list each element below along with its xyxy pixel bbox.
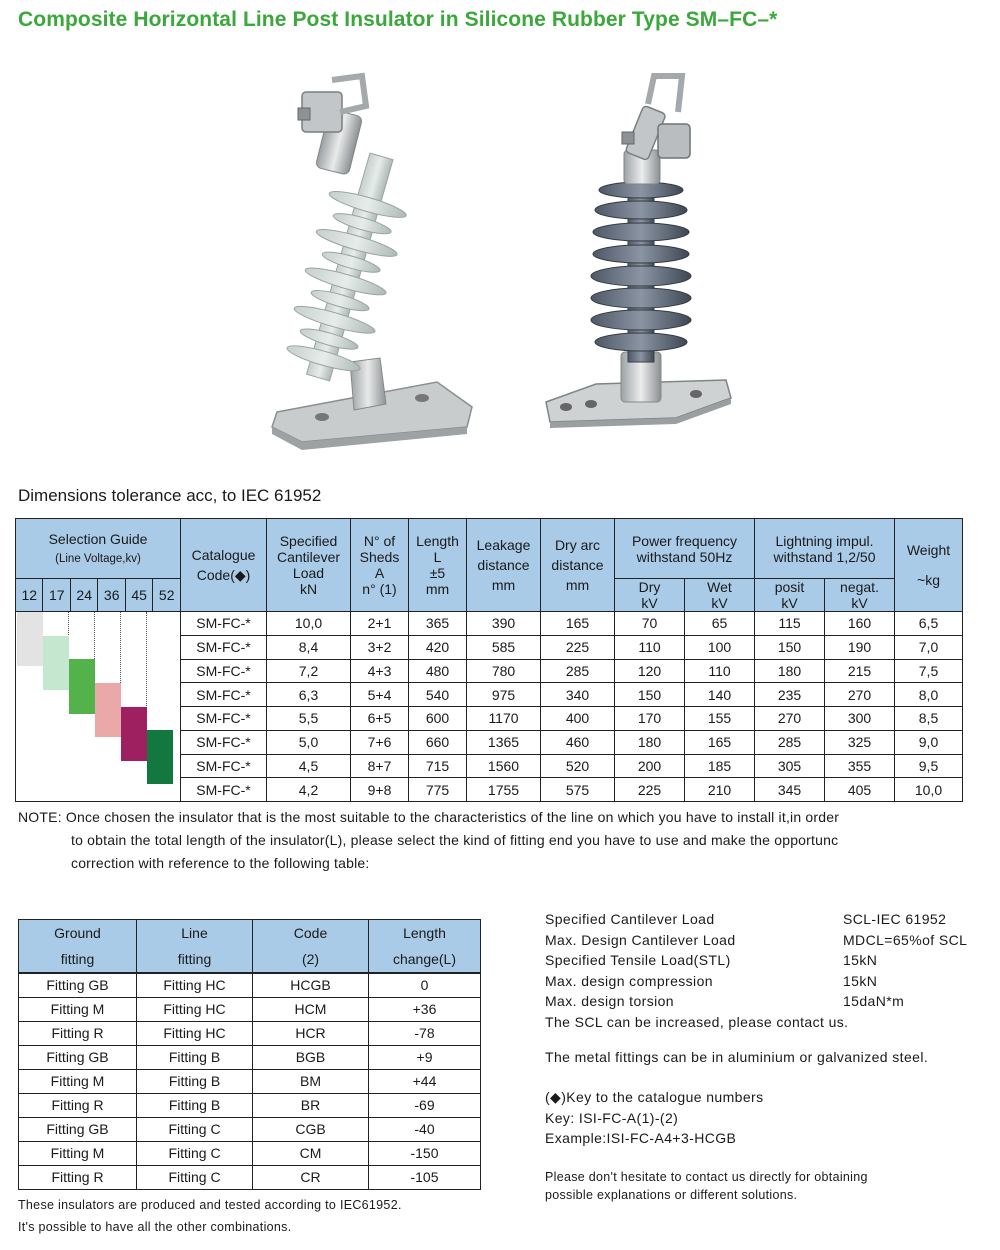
header-line: mm [491, 577, 516, 593]
ground-fitting-header [19, 920, 137, 974]
table-cell: Fitting GB [19, 1045, 137, 1069]
table-cell: 585 [467, 635, 541, 659]
specifications-list [545, 909, 967, 1033]
header-line: N° of [363, 533, 396, 549]
table-cell: 715 [409, 754, 467, 778]
table-cell: 305 [755, 754, 825, 778]
table-cell: 7,2 [267, 659, 351, 683]
table-cell: Fitting B [137, 1093, 253, 1117]
catalogue-code-cell: SM-FC-* [181, 612, 267, 636]
table-cell: 200 [615, 754, 685, 778]
table-cell: 8,4 [267, 635, 351, 659]
header-line: n° (1) [362, 581, 397, 597]
length-change-header [369, 920, 481, 974]
voltage-52: 52 [153, 579, 181, 612]
table-cell: 3+2 [351, 635, 409, 659]
cantilever-load-header [267, 519, 351, 612]
spec-value: 15kN [843, 972, 878, 989]
table-cell: 285 [541, 659, 615, 683]
table-cell: CGB [253, 1117, 369, 1141]
table-row [19, 1021, 481, 1045]
installation-note [18, 806, 839, 875]
table-cell: 345 [755, 778, 825, 802]
table-cell: -105 [369, 1165, 481, 1189]
table-cell: 575 [541, 778, 615, 802]
table-cell: 10,0 [895, 778, 963, 802]
leakage-distance-header [467, 519, 541, 612]
table-cell: 355 [825, 754, 895, 778]
table-cell: 975 [467, 683, 541, 707]
header-line: kV [711, 595, 728, 611]
header-line: mm [425, 581, 450, 597]
table-cell: 285 [755, 730, 825, 754]
catalogue-code-cell: SM-FC-* [181, 754, 267, 778]
header-line: distance [551, 557, 604, 573]
header-line: kN [299, 581, 318, 597]
selection-guide-title: Selection Guide [48, 530, 148, 547]
header-line: change(L) [392, 951, 457, 967]
table-cell: 140 [685, 683, 755, 707]
header-line: Length [403, 925, 446, 941]
catalogue-code-cell: SM-FC-* [181, 707, 267, 731]
table-cell: 420 [409, 635, 467, 659]
table-row [19, 1141, 481, 1165]
page-title: Composite Horizontal Line Post Insulator in Silicone Rubber Type SM–FC–* [18, 8, 778, 31]
table-row [19, 973, 481, 997]
voltage-range-block [147, 730, 173, 784]
table-cell: 1560 [467, 754, 541, 778]
catalogue-code-header [181, 519, 267, 612]
note-line: to obtain the total length of the insulator(L), please select the kind of fitting end you have to use and make the opportunc [71, 832, 839, 848]
spec-value: MDCL=65%of SCL [843, 931, 968, 948]
table-cell: BM [253, 1069, 369, 1093]
table-cell: HCR [253, 1021, 369, 1045]
table-cell: 185 [685, 754, 755, 778]
header-line: Dry [638, 579, 661, 595]
table-cell: 110 [685, 659, 755, 683]
pf-dry-header [615, 579, 685, 612]
table-cell: Fitting GB [19, 973, 137, 997]
header-line: kV [781, 595, 798, 611]
table-cell: 180 [615, 730, 685, 754]
header-line: ±5 [429, 565, 446, 581]
table-cell: Fitting M [19, 1141, 137, 1165]
table-cell: 325 [825, 730, 895, 754]
header-line: Leakage [476, 537, 531, 553]
table-cell: -40 [369, 1117, 481, 1141]
voltage-12: 12 [16, 579, 43, 612]
voltage-24: 24 [70, 579, 97, 612]
header-line: posit [774, 579, 805, 595]
voltage-range-block [69, 659, 95, 713]
table-cell: 0 [369, 973, 481, 997]
table-cell: 115 [755, 612, 825, 636]
table-cell: Fitting R [19, 1021, 137, 1045]
table-cell: BR [253, 1093, 369, 1117]
table-cell: 150 [615, 683, 685, 707]
contact-line: Please don't hesitate to contact us directly for obtaining [545, 1170, 868, 1184]
catalogue-code-cell: SM-FC-* [181, 635, 267, 659]
table-cell: 100 [685, 635, 755, 659]
spec-row [545, 930, 967, 951]
table-cell: 170 [615, 707, 685, 731]
table-cell: 180 [755, 659, 825, 683]
table-cell: 4+3 [351, 659, 409, 683]
header-line: kV [851, 595, 868, 611]
spec-label: Max. design torsion [545, 993, 674, 1010]
table-cell: 390 [467, 612, 541, 636]
table-cell: 155 [685, 707, 755, 731]
spec-label: Max. design compression [545, 972, 713, 989]
table-cell: 110 [615, 635, 685, 659]
table-cell: 7,5 [895, 659, 963, 683]
code-header [253, 920, 369, 974]
table-cell: 600 [409, 707, 467, 731]
catalogue-code-cell: SM-FC-* [181, 778, 267, 802]
table-cell: 215 [825, 659, 895, 683]
table-cell: 120 [615, 659, 685, 683]
table-cell: Fitting C [137, 1117, 253, 1141]
table-cell: 780 [467, 659, 541, 683]
header-line: fitting [60, 951, 95, 967]
spec-row [545, 971, 967, 992]
table-cell: 540 [409, 683, 467, 707]
key-format: Key: ISI-FC-A(1)-(2) [545, 1109, 679, 1126]
header-line: Ground [54, 925, 101, 941]
tolerance-subtitle: Dimensions tolerance acc, to IEC 61952 [18, 486, 322, 505]
catalogue-code-cell: SM-FC-* [181, 659, 267, 683]
table-cell: 210 [685, 778, 755, 802]
header-line: L [433, 549, 442, 565]
table-cell: 6+5 [351, 707, 409, 731]
table-cell: Fitting M [19, 997, 137, 1021]
catalogue-code-cell: SM-FC-* [181, 683, 267, 707]
li-positive-header [755, 579, 825, 612]
table-cell: 150 [755, 635, 825, 659]
header-line: Line [181, 925, 208, 941]
header-line: Lightning impul. [775, 532, 874, 549]
table-cell: Fitting B [137, 1045, 253, 1069]
length-header [409, 519, 467, 612]
table-cell: 225 [541, 635, 615, 659]
table-cell: 270 [825, 683, 895, 707]
table-cell: Fitting HC [137, 1021, 253, 1045]
table-cell: 65 [685, 612, 755, 636]
table-cell: 8+7 [351, 754, 409, 778]
voltage-36: 36 [98, 579, 125, 612]
table-cell: +44 [369, 1069, 481, 1093]
voltage-range-block [121, 707, 147, 761]
spec-label: Specified Cantilever Load [545, 911, 715, 927]
table-cell: 190 [825, 635, 895, 659]
table-cell: 300 [825, 707, 895, 731]
table-cell: 225 [615, 778, 685, 802]
combinations-footnote: It's possible to have all the other combinations. [18, 1220, 292, 1234]
header-line: kV [641, 595, 658, 611]
dark-insulator-image [536, 72, 736, 432]
table-cell: 160 [825, 612, 895, 636]
lightning-impulse-header [755, 519, 895, 579]
power-frequency-header [615, 519, 755, 579]
table-cell: 9,5 [895, 754, 963, 778]
voltage-range-block [43, 636, 69, 690]
table-cell: 270 [755, 707, 825, 731]
key-example: Example:ISI-FC-A4+3-HCGB [545, 1130, 737, 1147]
header-line: A [374, 565, 385, 581]
table-cell: 6,5 [895, 612, 963, 636]
table-cell: 1755 [467, 778, 541, 802]
catalogue-code-cell: SM-FC-* [181, 730, 267, 754]
table-cell: 480 [409, 659, 467, 683]
scl-note: The SCL can be increased, please contact us. [545, 1013, 849, 1030]
header-line: Code(◆) [196, 567, 251, 583]
table-cell: HCGB [253, 973, 369, 997]
table-cell: Fitting M [19, 1069, 137, 1093]
table-row [19, 1093, 481, 1117]
table-row [19, 997, 481, 1021]
li-negative-header [825, 579, 895, 612]
table-cell: +36 [369, 997, 481, 1021]
table-cell: -78 [369, 1021, 481, 1045]
table-cell: 9,0 [895, 730, 963, 754]
table-cell: 2+1 [351, 612, 409, 636]
header-line: fitting [177, 951, 212, 967]
table-cell: Fitting HC [137, 997, 253, 1021]
header-line: Dry arc [554, 537, 601, 553]
note-line: NOTE: Once chosen the insulator that is the most suitable to the characteristics of the line on which you have to install it,in order [18, 809, 840, 825]
table-cell: Fitting GB [19, 1117, 137, 1141]
header-line: Length [416, 533, 459, 549]
header-line: (2) [301, 951, 320, 967]
spec-label: Max. Design Cantilever Load [545, 931, 736, 948]
header-line: Power frequency [631, 532, 738, 549]
table-cell: 660 [409, 730, 467, 754]
table-cell: -69 [369, 1093, 481, 1117]
header-line: negat. [840, 579, 879, 595]
spec-row [545, 991, 967, 1012]
voltage-17: 17 [43, 579, 70, 612]
contact-note [545, 1168, 868, 1204]
table-row [19, 1117, 481, 1141]
header-line: Load [292, 565, 325, 581]
spec-value: 15daN*m [843, 993, 905, 1010]
header-line: Code [293, 925, 328, 941]
table-cell: 10,0 [267, 612, 351, 636]
table-cell: 365 [409, 612, 467, 636]
table-cell: Fitting R [19, 1165, 137, 1189]
table-cell: +9 [369, 1045, 481, 1069]
table-cell: 1170 [467, 707, 541, 731]
spec-row [545, 909, 967, 930]
table-cell: 405 [825, 778, 895, 802]
selection-guide-chart [16, 612, 181, 802]
spec-value: 15kN [843, 952, 878, 969]
selection-guide-subtitle: (Line Voltage,kv) [55, 552, 141, 565]
table-row [19, 1045, 481, 1069]
weight-header [895, 519, 963, 612]
table-cell: Fitting C [137, 1141, 253, 1165]
header-line: Weight [906, 542, 951, 558]
table-cell: 7+6 [351, 730, 409, 754]
table-cell: CR [253, 1165, 369, 1189]
spec-value: SCL-IEC 61952 [843, 911, 947, 927]
table-cell: 340 [541, 683, 615, 707]
table-cell: 4,2 [267, 778, 351, 802]
dry-arc-distance-header [541, 519, 615, 612]
spec-row [545, 950, 967, 971]
fitting-table [18, 919, 481, 1190]
table-cell: 6,3 [267, 683, 351, 707]
header-line: Wet [707, 579, 732, 595]
line-fitting-header [137, 920, 253, 974]
table-cell: CM [253, 1141, 369, 1165]
table-cell: Fitting C [137, 1165, 253, 1189]
table-cell: 775 [409, 778, 467, 802]
header-line: Cantilever [276, 549, 341, 565]
header-line: ~kg [917, 572, 940, 588]
header-line: Sheds [359, 549, 400, 565]
table-cell: 520 [541, 754, 615, 778]
voltage-45: 45 [125, 579, 152, 612]
voltage-range-block [95, 683, 121, 737]
table-cell: 1365 [467, 730, 541, 754]
table-cell: 5,5 [267, 707, 351, 731]
catalogue-key [545, 1087, 764, 1149]
note-line: correction with reference to the following table: [71, 855, 370, 871]
header-line: withstand 1,2/50 [773, 548, 876, 565]
table-row [19, 1165, 481, 1189]
voltage-range-block [17, 612, 43, 666]
table-cell: HCM [253, 997, 369, 1021]
table-cell: 400 [541, 707, 615, 731]
sheds-header [351, 519, 409, 612]
selection-guide-header [16, 519, 181, 579]
contact-line: possible explanations or different solutions. [545, 1188, 798, 1202]
metal-fittings-note: The metal fittings can be in aluminium or galvanized steel. [545, 1049, 929, 1065]
table-cell: 165 [685, 730, 755, 754]
table-cell: 8,5 [895, 707, 963, 731]
dimensions-table [15, 518, 963, 802]
table-cell: Fitting HC [137, 973, 253, 997]
table-cell: 460 [541, 730, 615, 754]
header-line: Catalogue [191, 547, 256, 563]
table-cell: 5,0 [267, 730, 351, 754]
key-title: (◆)Key to the catalogue numbers [545, 1089, 764, 1105]
table-cell: 165 [541, 612, 615, 636]
table-row [16, 612, 963, 636]
table-cell: 8,0 [895, 683, 963, 707]
table-cell: 70 [615, 612, 685, 636]
table-cell: -150 [369, 1141, 481, 1165]
table-cell: 7,0 [895, 635, 963, 659]
table-cell: 9+8 [351, 778, 409, 802]
light-insulator-image [262, 72, 492, 452]
header-line: Specified [279, 533, 338, 549]
pf-wet-header [685, 579, 755, 612]
header-line: distance [477, 557, 530, 573]
table-row [19, 1069, 481, 1093]
spec-label: Specified Tensile Load(STL) [545, 952, 731, 969]
table-cell: 235 [755, 683, 825, 707]
table-cell: 4,5 [267, 754, 351, 778]
production-footnote: These insulators are produced and tested according to IEC61952. [18, 1198, 402, 1212]
table-cell: Fitting R [19, 1093, 137, 1117]
table-cell: 5+4 [351, 683, 409, 707]
table-cell: Fitting B [137, 1069, 253, 1093]
header-line: mm [565, 577, 590, 593]
header-line: withstand 50Hz [636, 548, 733, 565]
table-cell: BGB [253, 1045, 369, 1069]
